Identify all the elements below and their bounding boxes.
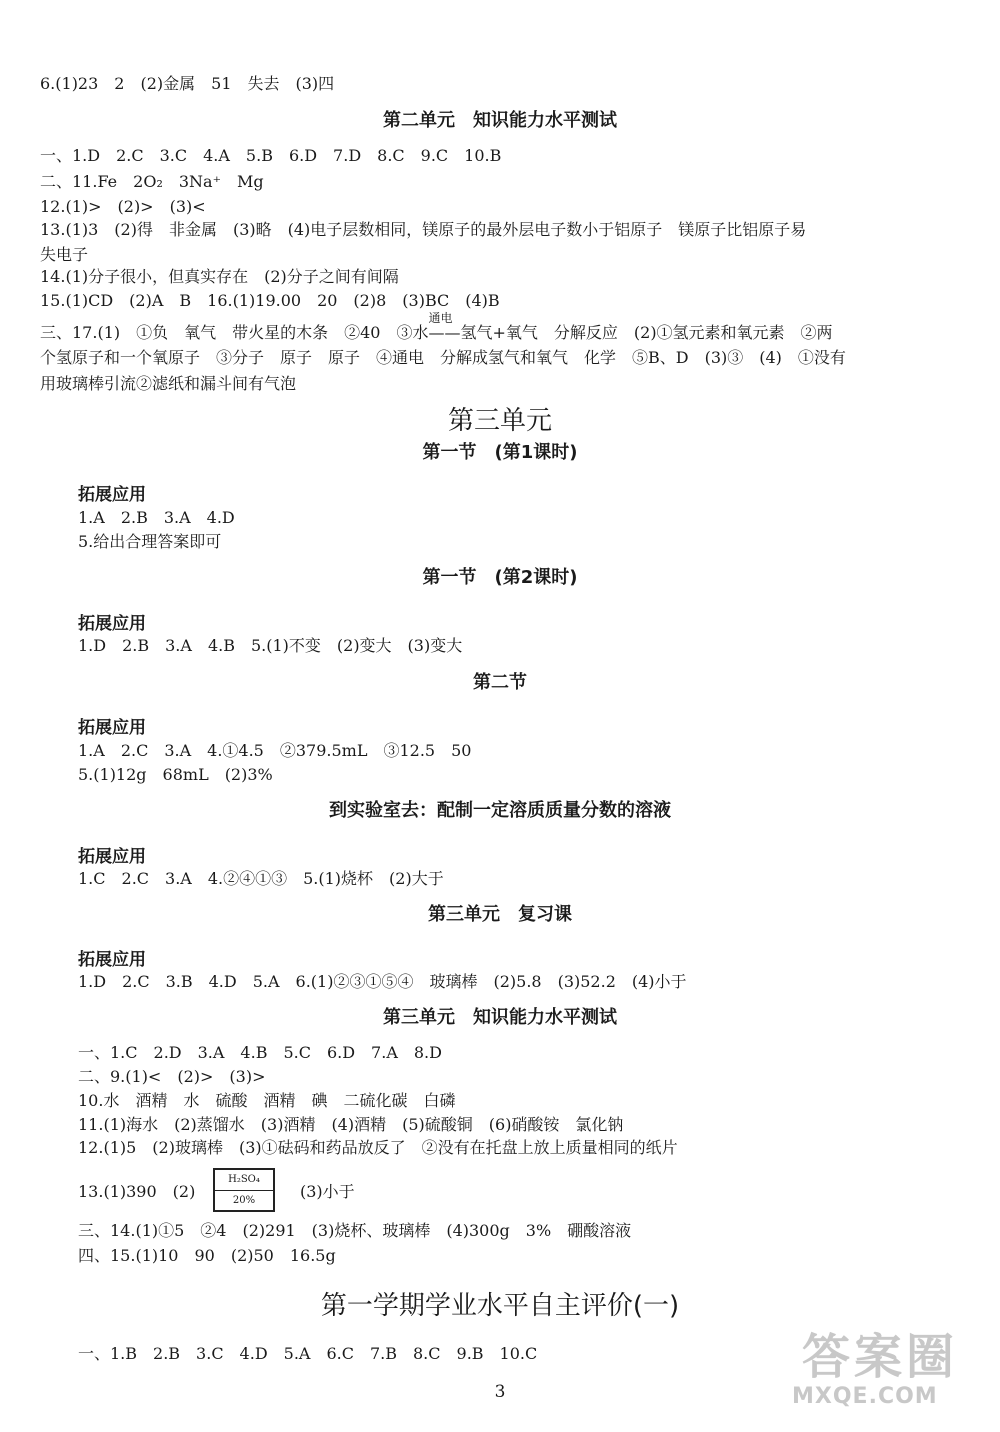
answer-line: 10.水 酒精 水 硫酸 酒精 碘 二硫化碳 白磷	[78, 1091, 456, 1110]
watermark-url: MXQE.COM	[792, 1384, 938, 1409]
arrow-condition: 通电	[428, 311, 453, 325]
answer-line: 失电子	[40, 245, 89, 264]
answer-line: 二、9.(1)< (2)> (3)>	[78, 1067, 266, 1086]
arrow-line: ——	[428, 323, 461, 342]
heading-section1-lesson2: 第一节 (第2课时)	[422, 567, 578, 588]
answer-line: 1.A 2.C 3.A 4.①4.5 ②379.5mL ③12.5 50	[78, 741, 472, 760]
heading-lab: 到实验室去：配制一定溶质质量分数的溶液	[329, 800, 671, 821]
answer-line: 三、14.(1)①5 ②4 (2)291 (3)烧杯、玻璃棒 (4)300g 3% 硼酸溶液	[78, 1221, 632, 1240]
answer-line: 1.D 2.B 3.A 4.B 5.(1)不变 (2)变大 (3)变大	[78, 636, 463, 655]
label-apply: 拓展应用	[78, 718, 146, 738]
answer-line: 6.(1)23 2 (2)金属 51 失去 (3)四	[40, 74, 335, 93]
answer-line: 1.D 2.C 3.B 4.D 5.A 6.(1)②③①⑤④ 玻璃棒 (2)5.8 (3)52.2 (4)小于	[78, 972, 687, 991]
answer-line: 一、1.C 2.D 3.A 4.B 5.C 6.D 7.A 8.D	[78, 1043, 442, 1062]
heading-unit3-test: 第三单元 知识能力水平测试	[383, 1007, 617, 1028]
label-percent: 20%	[232, 1195, 256, 1206]
answer-line: 5.(1)12g 68mL (2)3%	[78, 765, 273, 784]
answer-line: (3)小于	[300, 1182, 355, 1201]
answer-line: 14.(1)分子很小，但真实存在 (2)分子之间有间隔	[40, 267, 399, 286]
page-number: 3	[494, 1382, 506, 1402]
answer-line: 1.A 2.B 3.A 4.D	[78, 508, 235, 527]
label-apply: 拓展应用	[78, 847, 146, 867]
label-apply: 拓展应用	[78, 485, 146, 505]
reagent-label-box	[213, 1168, 275, 1212]
label-formula: H₂SO₄	[215, 1170, 273, 1191]
answer-line: 12.(1)> (2)> (3)<	[40, 197, 206, 216]
heading-eval1: 第一学期学业水平自主评价(一)	[320, 1291, 680, 1321]
answer-line: 四、15.(1)10 90 (2)50 16.5g	[78, 1246, 336, 1265]
answer-line: 15.(1)CD (2)A B 16.(1)19.00 20 (2)8 (3)BC (4)B	[40, 291, 500, 310]
answer-line: 13.(1)390 (2)	[78, 1182, 196, 1201]
answer-line: 1.C 2.C 3.A 4.②④①③ 5.(1)烧杯 (2)大于	[78, 869, 444, 888]
reaction-arrow	[428, 311, 461, 344]
heading-unit3: 第三单元	[447, 406, 552, 436]
answer-line: 用玻璃棒引流②滤纸和漏斗间有气泡	[40, 374, 297, 393]
heading-unit3-review: 第三单元 复习课	[428, 904, 572, 925]
answer-line: 11.(1)海水 (2)蒸馏水 (3)酒精 (4)酒精 (5)硫酸铜 (6)硝酸铵 氯化钠	[78, 1115, 624, 1134]
answer-line: 13.(1)3 (2)得 非金属 (3)略 (4)电子层数相同，镁原子的最外层电子数小于铝原子 镁原子比铝原子易	[40, 220, 807, 239]
watermark	[788, 1318, 978, 1410]
answer-line: 个氢原子和一个氧原子 ③分子 原子 原子 ④通电 分解成氢气和氧气 化学 ⑤B、D (3)③ (4) ①没有	[40, 348, 846, 367]
answer-text: 三、17.(1) ①负 氧气 带火星的木条 ②40 ③水	[40, 323, 429, 342]
answer-line: 二、11.Fe 2O₂ 3Na⁺ Mg	[40, 172, 264, 191]
answer-line: 一、1.B 2.B 3.C 4.D 5.A 6.C 7.B 8.C 9.B 10.C	[78, 1344, 538, 1363]
answer-text: 氢气+氧气 分解反应 (2)①氢元素和氧元素 ②两	[460, 323, 833, 342]
watermark-logo-text: 答案圈	[802, 1329, 959, 1385]
heading-unit2-test: 第二单元 知识能力水平测试	[383, 110, 617, 131]
heading-section2: 第二节	[473, 672, 527, 693]
answer-line-with-equation	[40, 311, 960, 344]
answer-line: 一、1.D 2.C 3.C 4.A 5.B 6.D 7.D 8.C 9.C 10.B	[40, 146, 502, 165]
heading-section1-lesson1: 第一节 (第1课时)	[422, 442, 578, 463]
label-apply: 拓展应用	[78, 614, 146, 634]
label-apply: 拓展应用	[78, 950, 146, 970]
answer-line: 5.给出合理答案即可	[78, 532, 222, 551]
answer-line: 12.(1)5 (2)玻璃棒 (3)①砝码和药品放反了 ②没有在托盘上放上质量相同的纸片	[78, 1138, 678, 1157]
